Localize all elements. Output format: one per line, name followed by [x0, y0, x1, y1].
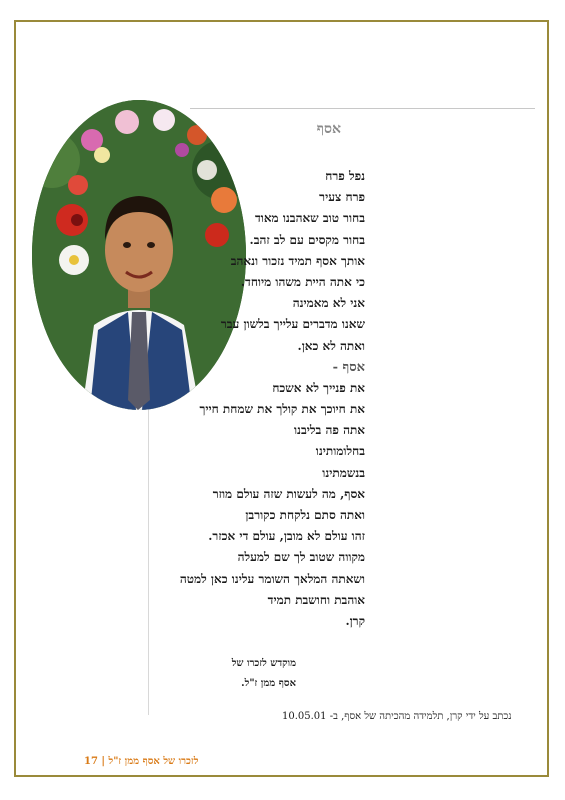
- poem-line: בנשמתינו: [322, 465, 365, 480]
- poem-line: את חיוכך את קולך את שמחת חייך: [199, 402, 365, 417]
- dedication-line: אסף ממן ז"ל.: [241, 678, 296, 689]
- author-note: נכתב על ידי קרן, תלמידה מהכיתה של אסף, ב- 10.05.01: [282, 711, 512, 722]
- poem-line: שאנו מדברים עלייך בלשון עבר: [220, 317, 365, 332]
- poem-line: ואתה סתם נלקחת כקורבן: [245, 508, 365, 522]
- dedication: [176, 654, 296, 694]
- poem-line: אסף, מה לעשות שזה עולם מוזר: [212, 486, 365, 501]
- poem-line: כי אתה היית משהו מיוחד.: [240, 274, 365, 289]
- top-divider: [190, 108, 535, 109]
- poem-line: את פנייך לא אשכח: [272, 380, 365, 395]
- poem-line: זהו עולם לא מובן, עולם די אכזר.: [208, 529, 365, 544]
- poem-line: אני לא מאמינה: [292, 296, 365, 311]
- poem-line: קרן.: [345, 613, 365, 628]
- poem-body: [35, 166, 365, 632]
- dedication-line: מוקדש לזכרו של: [231, 658, 296, 669]
- poem-line: בחור טוב שאהבנו מאוד: [254, 211, 365, 226]
- poem-line: אסף -: [332, 359, 365, 375]
- poem-title: אסף: [316, 121, 341, 137]
- poem-line: בחלומותינו: [315, 444, 365, 459]
- poem-line: פרח צעיר: [319, 190, 365, 205]
- poem-line: אוהבת וחושבת תמיד: [267, 592, 365, 607]
- poem-line: ואתה לא כאן.: [297, 338, 365, 353]
- poem-line: אתה פה בליבנו: [293, 423, 365, 438]
- page-footer: לזכרו של אסף ממן ז"ל | 17: [84, 756, 199, 767]
- poem-line: מקווה שטוב לך שם למעלה: [237, 550, 365, 565]
- poem-line: בחור מקסים עם לב זהב.: [249, 232, 365, 247]
- poem-line: נפל פרח: [325, 169, 365, 183]
- poem-line: אותך אסף תמיד נזכור ונאהב: [230, 253, 365, 268]
- poem-line: ושאתה המלאך השומר עלינו כאן למטה: [179, 571, 365, 586]
